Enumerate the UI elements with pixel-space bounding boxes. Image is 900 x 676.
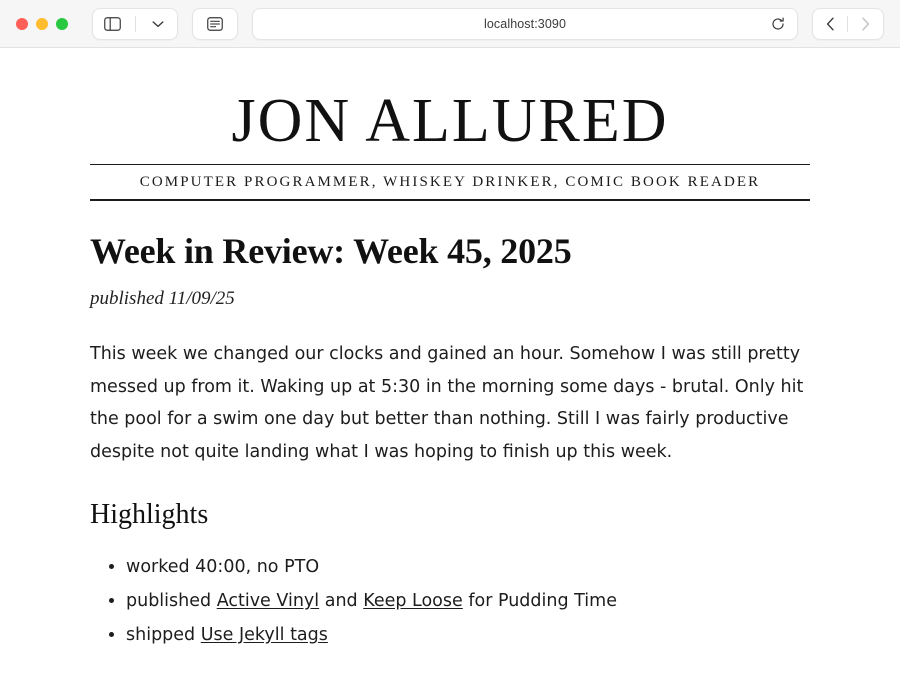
list-item-text: shipped [126, 624, 201, 645]
sidebar-icon [104, 17, 121, 31]
site-tagline: COMPUTER PROGRAMMER, WHISKEY DRINKER, COMIC BOOK READER [139, 174, 761, 190]
post-intro-paragraph: This week we changed our clocks and gained an hour. Somehow I was still pretty messed up from it. Waking up at 5:30 in the morning some days - brutal. Only hit the pool for a swim one day but better than nothing. Still I was fairly productive despite not quite landing what I was hoping to finish up this week. [90, 344, 804, 463]
post-title: Week in Review: Week 45, 2025 [90, 231, 572, 271]
active-vinyl-link[interactable]: Active Vinyl [216, 590, 320, 611]
page-viewport [0, 48, 900, 676]
reload-button[interactable] [765, 9, 791, 39]
list-item [126, 551, 810, 583]
post-published-date: published 11/09/25 [90, 288, 235, 310]
highlights-list [90, 551, 810, 652]
sidebar-toggle-button[interactable] [96, 10, 130, 38]
navigation-controls-group [812, 8, 884, 40]
list-item-text: published [126, 590, 217, 611]
page-content [90, 48, 810, 651]
forward-arrow-icon [861, 17, 870, 31]
list-item-text: for Pudding Time [462, 590, 617, 611]
reader-view-icon [207, 17, 223, 31]
forward-button[interactable] [849, 10, 883, 38]
reader-controls-group [192, 8, 238, 40]
header-rule-bottom [90, 199, 810, 201]
back-button[interactable] [813, 10, 847, 38]
browser-toolbar [0, 0, 900, 48]
reload-icon [771, 17, 785, 31]
list-item-text: worked 40:00, no PTO [126, 556, 320, 577]
chevron-down-icon [152, 20, 164, 28]
toolbar-divider [135, 16, 136, 32]
keep-loose-link[interactable]: Keep Loose [363, 590, 463, 611]
highlights-heading: Highlights [90, 498, 209, 530]
site-title: JON ALLURED [231, 87, 669, 155]
reader-view-button[interactable] [198, 10, 232, 38]
back-arrow-icon [826, 17, 835, 31]
list-item-text: and [319, 590, 364, 611]
list-item [126, 585, 810, 617]
address-bar-url[interactable]: localhost:3090 [483, 16, 566, 31]
list-item [126, 619, 810, 651]
tab-overview-button[interactable] [141, 10, 175, 38]
sidebar-controls-group [92, 8, 178, 40]
window-controls [0, 18, 68, 30]
address-bar[interactable] [252, 8, 798, 40]
maximize-window-button[interactable] [56, 18, 68, 30]
use-jekyll-tags-link[interactable]: Use Jekyll tags [200, 624, 328, 645]
minimize-window-button[interactable] [36, 18, 48, 30]
close-window-button[interactable] [16, 18, 28, 30]
